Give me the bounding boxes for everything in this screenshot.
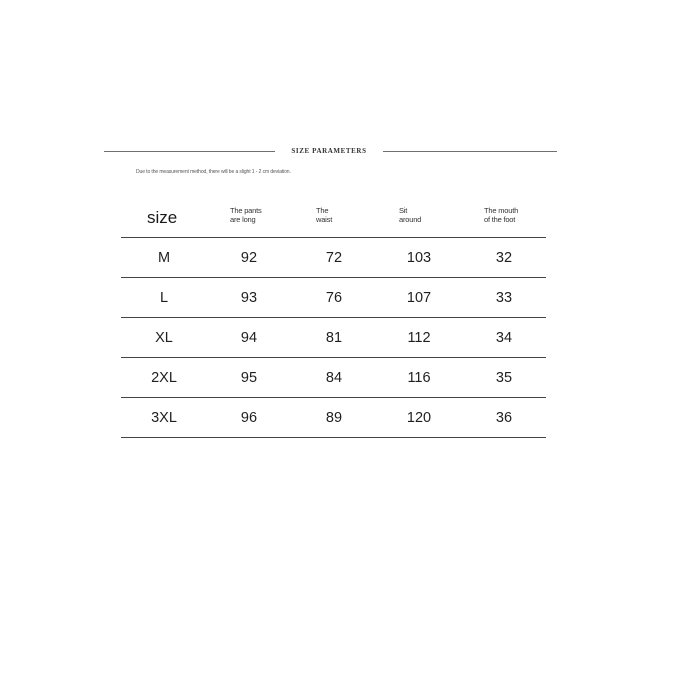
cell-waist: 84 xyxy=(325,370,343,386)
cell-size: M xyxy=(157,250,171,266)
cell-hip: 107 xyxy=(406,290,432,306)
cell-hip: 103 xyxy=(406,250,432,266)
cell-waist: 72 xyxy=(325,250,343,266)
cell-pants-length: 94 xyxy=(240,330,258,346)
size-table xyxy=(121,196,546,438)
cell-hip: 120 xyxy=(406,410,432,426)
cell-size: L xyxy=(159,290,169,306)
cell-foot-opening: 35 xyxy=(495,370,513,386)
table-row xyxy=(121,238,546,278)
cell-waist: 81 xyxy=(325,330,343,346)
cell-foot-opening: 34 xyxy=(495,330,513,346)
cell-size: 3XL xyxy=(151,410,177,426)
table-row xyxy=(121,278,546,318)
cell-hip: 112 xyxy=(407,330,431,346)
cell-pants-length: 93 xyxy=(240,290,258,306)
header-foot-opening: The mouth of the foot xyxy=(484,206,519,224)
header-size: size xyxy=(147,208,178,227)
cell-size: XL xyxy=(155,330,173,346)
header-hip: Sit around xyxy=(399,206,422,224)
cell-foot-opening: 32 xyxy=(495,250,513,266)
header-pants-length: The pants are long xyxy=(230,206,262,224)
cell-pants-length: 95 xyxy=(240,370,258,386)
size-parameters-heading xyxy=(104,144,557,158)
heading-divider-right xyxy=(383,151,557,152)
table-row xyxy=(121,318,546,358)
table-row xyxy=(121,358,546,398)
cell-waist: 76 xyxy=(325,290,343,306)
cell-hip: 116 xyxy=(407,370,431,386)
heading-divider-left xyxy=(104,151,275,152)
cell-waist: 89 xyxy=(325,410,343,426)
cell-pants-length: 96 xyxy=(240,410,258,426)
cell-foot-opening: 33 xyxy=(495,290,513,306)
cell-pants-length: 92 xyxy=(240,250,258,266)
measurement-note: Due to the measurement method, there will be a slight 1 - 2 cm deviation. xyxy=(136,169,291,175)
table-header xyxy=(121,196,546,238)
cell-size: 2XL xyxy=(151,370,177,386)
table-row xyxy=(121,398,546,438)
header-waist: The waist xyxy=(316,206,333,224)
heading-title: SIZE PARAMETERS xyxy=(291,147,367,155)
cell-foot-opening: 36 xyxy=(495,410,513,426)
